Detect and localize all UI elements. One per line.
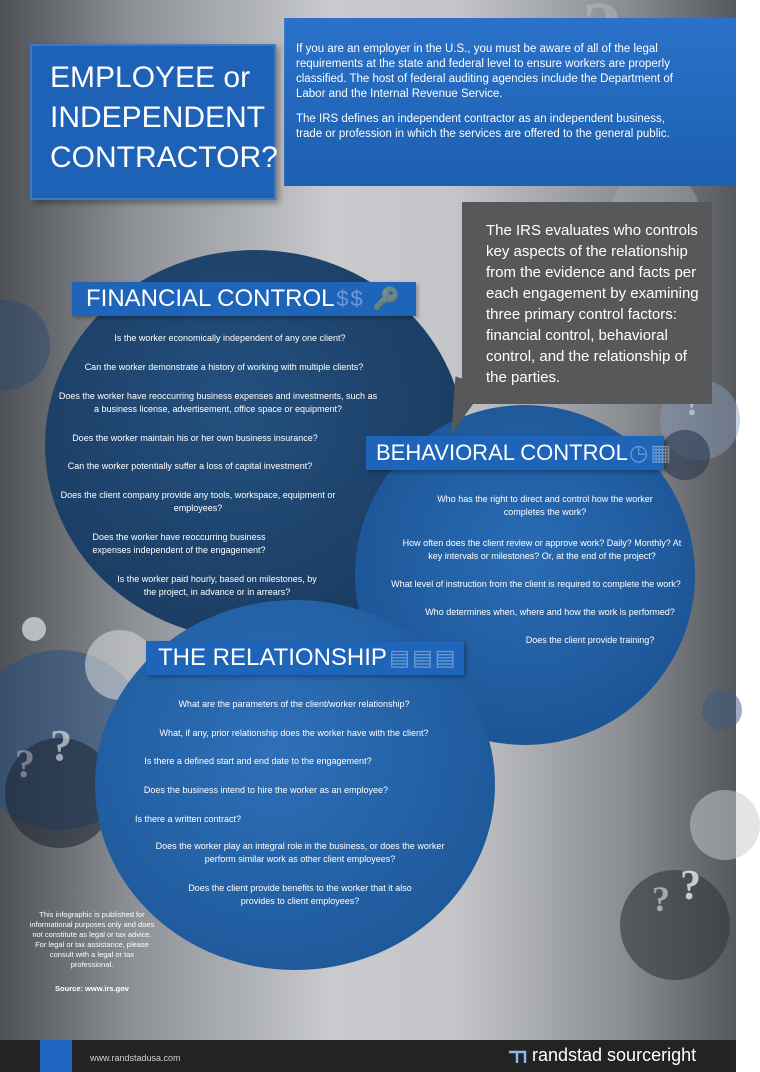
financial-question: Can the worker potentially suffer a loss of capital investment? [67, 461, 313, 471]
footer-accent [40, 1040, 72, 1072]
question-mark-icon: ? [50, 721, 72, 770]
intro-paragraph: The IRS defines an independent contractor as an independent business, trade or profession in which the services are offered to the general public. [296, 113, 670, 140]
behavioral-heading [366, 436, 674, 470]
financial-question: Does the client company provide any tools, workspace, equipment or employees? [60, 490, 336, 513]
relationship-question: What, if any, prior relationship does the worker have with the client? [159, 728, 429, 738]
decor-circle [0, 300, 50, 390]
question-mark-icon: ? [15, 741, 35, 786]
clock-icon: ◷▦ [629, 440, 674, 465]
relationship-heading [146, 641, 464, 675]
relationship-heading-text: THE RELATIONSHIP [158, 644, 387, 671]
financial-heading [72, 282, 416, 316]
behavioral-question: How often does the client review or approve work? Daily? Monthly? At key intervals or milestones? Or, at the end of the project? [402, 538, 682, 561]
behavioral-heading-text: BEHAVIORAL CONTROL [376, 440, 628, 465]
relationship-question: Does the worker play an integral role in the business, or does the worker perform similar work as other client employees? [155, 841, 445, 864]
randstad-logo-icon [508, 1048, 526, 1064]
decor-circle [702, 690, 742, 730]
relationship-question: Is there a defined start and end date to the engagement? [144, 756, 372, 766]
financial-question: Can the worker demonstrate a history of working with multiple clients? [84, 362, 364, 372]
behavioral-question: What level of instruction from the client is required to complete the work? [391, 579, 681, 589]
disclaimer-text: This infographic is published for informational purposes only and does not constitute as legal or tax advice. For legal or tax assistance, please consult with a legal or tax professional. [29, 910, 155, 969]
financial-question: Does the worker have reoccurring business expenses independent of the engagement? [92, 532, 266, 555]
relationship-question: Does the client provide benefits to the worker that it also provides to client employees? [188, 883, 412, 906]
decor-circle [690, 790, 760, 860]
page-title [50, 58, 278, 178]
document-icon: ▤▤▤ [389, 645, 458, 670]
footer-brand: randstad sourceright [532, 1045, 697, 1065]
decor-circle [22, 617, 46, 641]
decor-circle [620, 870, 730, 980]
source-text: Source: www.irs.gov [55, 984, 129, 993]
relationship-question: Does the business intend to hire the worker as an employee? [143, 785, 389, 795]
behavioral-question: Who has the right to direct and control how the worker completes the work? [437, 494, 653, 517]
title-line: EMPLOYEE or [50, 61, 251, 94]
footer-url[interactable]: www.randstadusa.com [90, 1053, 181, 1063]
behavioral-question: Does the client provide training? [525, 635, 655, 645]
intro-paragraph: If you are an employer in the U.S., you must be aware of all of the legal requirements at the state and federal level to ensure workers are properly classified. The host of federal auditing agencies include the Department of Labor and the Internal Revenue Service. [296, 43, 673, 100]
financial-question: Does the worker maintain his or her own business insurance? [72, 433, 318, 443]
title-line: INDEPENDENT [50, 101, 266, 134]
relationship-question: Is there a written contract? [134, 814, 242, 824]
relationship-question: What are the parameters of the client/worker relationship? [178, 699, 410, 709]
behavioral-question: Who determines when, where and how the work is performed? [425, 607, 675, 617]
financial-heading-text: FINANCIAL CONTROL [86, 285, 334, 312]
financial-question: Is the worker economically independent of any one client? [114, 333, 346, 343]
intro-text [296, 42, 686, 152]
callout-text: The IRS evaluates who controls key aspects of the relationship from the evidence and facts per each engagement by examining three primary control factors: financial control, behavioral control, and the relationship of the parties. [486, 222, 699, 386]
dollar-sign-icon: $$ 🔑 [336, 286, 403, 311]
financial-question: Does the worker have reoccurring business expenses and investments, such as a business license, advertisement, office space or equipment? [58, 391, 378, 414]
question-mark-icon: ? [652, 879, 670, 919]
title-line: CONTRACTOR? [50, 141, 278, 174]
financial-question: Is the worker paid hourly, based on milestones, by the project, in advance or in arrears? [117, 574, 317, 597]
question-mark-icon: ? [680, 863, 701, 909]
